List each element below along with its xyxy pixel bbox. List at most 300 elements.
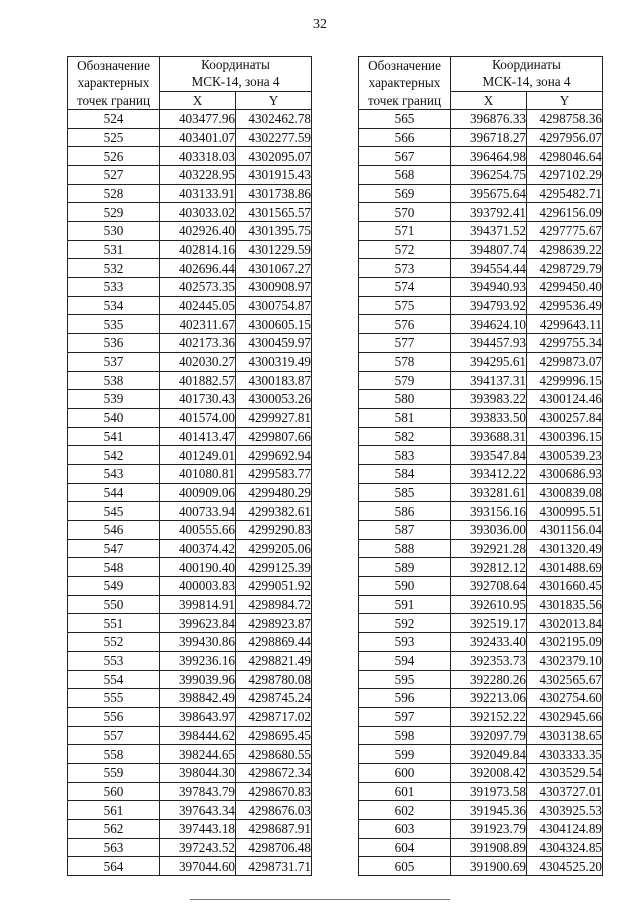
y-value: 4299807.66 xyxy=(236,427,312,446)
y-value: 4302013.84 xyxy=(527,614,603,633)
point-id: 601 xyxy=(359,782,451,801)
x-value: 391945.36 xyxy=(451,801,527,820)
point-id: 529 xyxy=(68,203,160,222)
y-value: 4302195.09 xyxy=(527,633,603,652)
table-row xyxy=(359,371,603,390)
x-value: 392213.06 xyxy=(451,689,527,708)
x-value: 395675.64 xyxy=(451,184,527,203)
point-id: 590 xyxy=(359,577,451,596)
point-id: 588 xyxy=(359,539,451,558)
point-id: 583 xyxy=(359,446,451,465)
table-row xyxy=(68,745,312,764)
y-value: 4300754.87 xyxy=(236,296,312,315)
header-line: характерных xyxy=(77,75,150,91)
coordinates-header xyxy=(451,57,603,92)
point-id: 598 xyxy=(359,726,451,745)
y-value: 4301915.43 xyxy=(236,165,312,184)
table-row xyxy=(359,334,603,353)
y-value: 4297102.29 xyxy=(527,165,603,184)
point-id: 548 xyxy=(68,558,160,577)
x-value: 400555.66 xyxy=(160,521,236,540)
x-value: 400190.40 xyxy=(160,558,236,577)
y-value: 4301067.27 xyxy=(236,259,312,278)
table-row xyxy=(68,203,312,222)
left-table-body xyxy=(68,109,312,875)
x-value: 392921.28 xyxy=(451,539,527,558)
table-row xyxy=(68,614,312,633)
table-row xyxy=(359,502,603,521)
point-id: 585 xyxy=(359,483,451,502)
y-value: 4300459.97 xyxy=(236,334,312,353)
table-row xyxy=(68,334,312,353)
table-row xyxy=(68,109,312,128)
point-id: 532 xyxy=(68,259,160,278)
table-row xyxy=(359,147,603,166)
x-value: 394457.93 xyxy=(451,334,527,353)
y-value: 4300686.93 xyxy=(527,464,603,483)
table-row xyxy=(68,707,312,726)
y-value: 4301565.57 xyxy=(236,203,312,222)
point-id: 554 xyxy=(68,670,160,689)
point-id: 550 xyxy=(68,595,160,614)
y-value: 4299205.06 xyxy=(236,539,312,558)
point-id: 524 xyxy=(68,109,160,128)
table-row xyxy=(359,670,603,689)
table-row xyxy=(68,801,312,820)
table-row xyxy=(68,763,312,782)
y-value: 4297775.67 xyxy=(527,222,603,241)
point-id: 559 xyxy=(68,763,160,782)
point-id: 540 xyxy=(68,408,160,427)
point-id: 538 xyxy=(68,371,160,390)
point-id: 568 xyxy=(359,165,451,184)
point-id: 531 xyxy=(68,240,160,259)
table-row xyxy=(68,408,312,427)
header-line: Координаты xyxy=(201,57,270,72)
x-value: 392519.17 xyxy=(451,614,527,633)
point-id: 543 xyxy=(68,464,160,483)
y-value: 4298731.71 xyxy=(236,857,312,876)
point-label-header xyxy=(359,57,451,110)
y-value: 4300396.15 xyxy=(527,427,603,446)
y-value: 4302095.07 xyxy=(236,147,312,166)
y-value: 4300908.97 xyxy=(236,278,312,297)
table-row xyxy=(359,726,603,745)
table-row xyxy=(68,502,312,521)
point-id: 602 xyxy=(359,801,451,820)
x-value: 392152.22 xyxy=(451,707,527,726)
y-value: 4302754.60 xyxy=(527,689,603,708)
point-id: 542 xyxy=(68,446,160,465)
x-value: 402173.36 xyxy=(160,334,236,353)
header-line: характерных xyxy=(368,75,441,91)
table-row xyxy=(68,371,312,390)
table-row xyxy=(68,278,312,297)
point-id: 534 xyxy=(68,296,160,315)
coordinates-table-left xyxy=(67,56,312,876)
bottom-rule xyxy=(190,899,450,900)
x-value: 393833.50 xyxy=(451,408,527,427)
x-value: 397243.52 xyxy=(160,838,236,857)
header-line: Координаты xyxy=(492,57,561,72)
x-value: 393412.22 xyxy=(451,464,527,483)
point-id: 573 xyxy=(359,259,451,278)
x-value: 394554.44 xyxy=(451,259,527,278)
x-value: 403228.95 xyxy=(160,165,236,184)
table-row xyxy=(68,689,312,708)
point-id: 594 xyxy=(359,651,451,670)
point-id: 561 xyxy=(68,801,160,820)
table-row xyxy=(359,109,603,128)
point-id: 603 xyxy=(359,820,451,839)
y-value: 4298706.48 xyxy=(236,838,312,857)
point-id: 526 xyxy=(68,147,160,166)
x-value: 402814.16 xyxy=(160,240,236,259)
x-value: 396254.75 xyxy=(451,165,527,184)
y-value: 4298729.79 xyxy=(527,259,603,278)
y-value: 4298046.64 xyxy=(527,147,603,166)
x-value: 391973.58 xyxy=(451,782,527,801)
table-row xyxy=(359,782,603,801)
table-row xyxy=(68,726,312,745)
y-value: 4300124.46 xyxy=(527,390,603,409)
y-value: 4298680.55 xyxy=(236,745,312,764)
x-value: 392049.84 xyxy=(451,745,527,764)
y-value: 4298687.91 xyxy=(236,820,312,839)
table-row xyxy=(359,296,603,315)
x-value: 394295.61 xyxy=(451,352,527,371)
y-value: 4299996.15 xyxy=(527,371,603,390)
y-value: 4299927.81 xyxy=(236,408,312,427)
table-row xyxy=(359,390,603,409)
x-value: 393547.84 xyxy=(451,446,527,465)
table-row xyxy=(68,595,312,614)
x-value: 396464.98 xyxy=(451,147,527,166)
point-id: 560 xyxy=(68,782,160,801)
table-row xyxy=(359,633,603,652)
y-value: 4298869.44 xyxy=(236,633,312,652)
table-row xyxy=(68,147,312,166)
table-row xyxy=(68,165,312,184)
point-id: 571 xyxy=(359,222,451,241)
x-value: 401413.47 xyxy=(160,427,236,446)
x-value: 392353.73 xyxy=(451,651,527,670)
x-value: 398643.97 xyxy=(160,707,236,726)
y-value: 4299450.40 xyxy=(527,278,603,297)
x-value: 391908.89 xyxy=(451,838,527,857)
table-row xyxy=(359,521,603,540)
y-value: 4302462.78 xyxy=(236,109,312,128)
x-value: 397643.34 xyxy=(160,801,236,820)
y-value: 4301835.56 xyxy=(527,595,603,614)
x-value: 392280.26 xyxy=(451,670,527,689)
y-value: 4304324.85 xyxy=(527,838,603,857)
table-row xyxy=(359,240,603,259)
table-row xyxy=(359,203,603,222)
table-row xyxy=(68,577,312,596)
y-value: 4300053.26 xyxy=(236,390,312,409)
x-value: 392708.64 xyxy=(451,577,527,596)
header-line: точек границ xyxy=(367,92,442,108)
y-value: 4302565.67 xyxy=(527,670,603,689)
table-row xyxy=(68,521,312,540)
x-value: 399236.16 xyxy=(160,651,236,670)
y-value: 4303529.54 xyxy=(527,763,603,782)
x-value: 393688.31 xyxy=(451,427,527,446)
point-id: 558 xyxy=(68,745,160,764)
x-value: 396876.33 xyxy=(451,109,527,128)
x-value: 392433.40 xyxy=(451,633,527,652)
point-id: 564 xyxy=(68,857,160,876)
x-value: 398842.49 xyxy=(160,689,236,708)
table-row xyxy=(359,614,603,633)
y-value: 4298695.45 xyxy=(236,726,312,745)
point-id: 528 xyxy=(68,184,160,203)
x-value: 402926.40 xyxy=(160,222,236,241)
table-row xyxy=(359,707,603,726)
y-value: 4299382.61 xyxy=(236,502,312,521)
y-value: 4299873.07 xyxy=(527,352,603,371)
point-id: 589 xyxy=(359,558,451,577)
x-header: X xyxy=(160,91,236,109)
table-row xyxy=(359,483,603,502)
y-value: 4299480.29 xyxy=(236,483,312,502)
point-id: 525 xyxy=(68,128,160,147)
x-value: 401574.00 xyxy=(160,408,236,427)
y-value: 4300605.15 xyxy=(236,315,312,334)
table-row xyxy=(68,222,312,241)
y-value: 4299125.39 xyxy=(236,558,312,577)
x-value: 393792.41 xyxy=(451,203,527,222)
table-row xyxy=(68,128,312,147)
table-row xyxy=(68,483,312,502)
point-id: 544 xyxy=(68,483,160,502)
point-id: 556 xyxy=(68,707,160,726)
x-value: 391923.79 xyxy=(451,820,527,839)
table-row xyxy=(68,820,312,839)
y-value: 4300995.51 xyxy=(527,502,603,521)
y-value: 4301660.45 xyxy=(527,577,603,596)
y-value: 4299051.92 xyxy=(236,577,312,596)
table-row xyxy=(359,558,603,577)
table-row xyxy=(359,222,603,241)
table-row xyxy=(68,539,312,558)
table-row xyxy=(359,278,603,297)
y-value: 4299583.77 xyxy=(236,464,312,483)
point-id: 527 xyxy=(68,165,160,184)
y-value: 4301488.69 xyxy=(527,558,603,577)
x-value: 392812.12 xyxy=(451,558,527,577)
x-value: 394940.93 xyxy=(451,278,527,297)
point-id: 536 xyxy=(68,334,160,353)
point-id: 546 xyxy=(68,521,160,540)
point-id: 577 xyxy=(359,334,451,353)
point-id: 596 xyxy=(359,689,451,708)
point-id: 576 xyxy=(359,315,451,334)
point-id: 599 xyxy=(359,745,451,764)
y-value: 4303925.53 xyxy=(527,801,603,820)
x-value: 402573.35 xyxy=(160,278,236,297)
y-value: 4301156.04 xyxy=(527,521,603,540)
point-id: 545 xyxy=(68,502,160,521)
table-row xyxy=(68,857,312,876)
x-value: 398244.65 xyxy=(160,745,236,764)
y-value: 4299536.49 xyxy=(527,296,603,315)
point-id: 563 xyxy=(68,838,160,857)
y-value: 4303727.01 xyxy=(527,782,603,801)
table-row xyxy=(68,558,312,577)
x-value: 402696.44 xyxy=(160,259,236,278)
table-row xyxy=(359,165,603,184)
x-value: 403477.96 xyxy=(160,109,236,128)
header-line: МСК-14, зона 4 xyxy=(191,73,280,89)
table-row xyxy=(68,651,312,670)
table-row xyxy=(359,446,603,465)
x-value: 394371.52 xyxy=(451,222,527,241)
table-row xyxy=(68,633,312,652)
x-value: 401882.57 xyxy=(160,371,236,390)
table-row xyxy=(68,315,312,334)
right-table-body xyxy=(359,109,603,875)
x-value: 403318.03 xyxy=(160,147,236,166)
table-row xyxy=(359,259,603,278)
point-id: 586 xyxy=(359,502,451,521)
table-row xyxy=(359,763,603,782)
table-row xyxy=(68,184,312,203)
x-value: 392008.42 xyxy=(451,763,527,782)
y-value: 4295482.71 xyxy=(527,184,603,203)
x-value: 394807.74 xyxy=(451,240,527,259)
y-value: 4298821.49 xyxy=(236,651,312,670)
y-value: 4298984.72 xyxy=(236,595,312,614)
y-value: 4298923.87 xyxy=(236,614,312,633)
y-value: 4302379.10 xyxy=(527,651,603,670)
x-value: 398044.30 xyxy=(160,763,236,782)
point-id: 600 xyxy=(359,763,451,782)
table-row xyxy=(68,782,312,801)
coordinates-table-right xyxy=(358,56,603,876)
y-value: 4300839.08 xyxy=(527,483,603,502)
x-value: 394137.31 xyxy=(451,371,527,390)
x-value: 393983.22 xyxy=(451,390,527,409)
point-id: 595 xyxy=(359,670,451,689)
x-value: 402030.27 xyxy=(160,352,236,371)
header-line: Обозначение xyxy=(368,58,441,73)
table-row xyxy=(359,838,603,857)
table-row xyxy=(359,539,603,558)
x-value: 400003.83 xyxy=(160,577,236,596)
y-value: 4297956.07 xyxy=(527,128,603,147)
point-id: 604 xyxy=(359,838,451,857)
y-value: 4298670.83 xyxy=(236,782,312,801)
x-value: 391900.69 xyxy=(451,857,527,876)
point-id: 549 xyxy=(68,577,160,596)
table-row xyxy=(359,464,603,483)
table-row xyxy=(68,240,312,259)
point-id: 569 xyxy=(359,184,451,203)
table-row xyxy=(359,315,603,334)
x-value: 399430.86 xyxy=(160,633,236,652)
point-id: 597 xyxy=(359,707,451,726)
table-row xyxy=(68,259,312,278)
header-line: Обозначение xyxy=(77,58,150,73)
x-value: 393156.16 xyxy=(451,502,527,521)
point-label-header xyxy=(68,57,160,110)
table-row xyxy=(359,184,603,203)
page-number: 32 xyxy=(313,17,327,32)
x-value: 392610.95 xyxy=(451,595,527,614)
table-row xyxy=(359,595,603,614)
point-id: 580 xyxy=(359,390,451,409)
x-value: 397443.18 xyxy=(160,820,236,839)
point-id: 541 xyxy=(68,427,160,446)
coordinates-header xyxy=(160,57,312,92)
point-id: 530 xyxy=(68,222,160,241)
y-value: 4298639.22 xyxy=(527,240,603,259)
x-value: 399814.91 xyxy=(160,595,236,614)
y-value: 4300539.23 xyxy=(527,446,603,465)
y-value: 4300183.87 xyxy=(236,371,312,390)
y-value: 4304525.20 xyxy=(527,857,603,876)
y-header: Y xyxy=(236,91,312,109)
point-id: 575 xyxy=(359,296,451,315)
point-id: 557 xyxy=(68,726,160,745)
point-id: 581 xyxy=(359,408,451,427)
y-value: 4300319.49 xyxy=(236,352,312,371)
point-id: 570 xyxy=(359,203,451,222)
y-value: 4302277.59 xyxy=(236,128,312,147)
y-value: 4298780.08 xyxy=(236,670,312,689)
y-value: 4301229.59 xyxy=(236,240,312,259)
x-value: 401080.81 xyxy=(160,464,236,483)
table-row xyxy=(359,689,603,708)
x-value: 393036.00 xyxy=(451,521,527,540)
x-value: 403401.07 xyxy=(160,128,236,147)
point-id: 551 xyxy=(68,614,160,633)
header-line: точек границ xyxy=(76,92,151,108)
y-value: 4299755.34 xyxy=(527,334,603,353)
y-value: 4302945.66 xyxy=(527,707,603,726)
table-row xyxy=(68,464,312,483)
y-value: 4298676.03 xyxy=(236,801,312,820)
y-value: 4296156.09 xyxy=(527,203,603,222)
table-row xyxy=(68,427,312,446)
y-header: Y xyxy=(527,91,603,109)
table-row xyxy=(359,857,603,876)
x-value: 392097.79 xyxy=(451,726,527,745)
point-id: 566 xyxy=(359,128,451,147)
table-row xyxy=(68,670,312,689)
x-value: 400374.42 xyxy=(160,539,236,558)
x-header: X xyxy=(451,91,527,109)
table-row xyxy=(68,838,312,857)
table-row xyxy=(359,577,603,596)
table-row xyxy=(359,651,603,670)
table-row xyxy=(359,801,603,820)
table-row xyxy=(359,128,603,147)
table-row xyxy=(359,745,603,764)
table-row xyxy=(68,352,312,371)
x-value: 394793.92 xyxy=(451,296,527,315)
point-id: 579 xyxy=(359,371,451,390)
point-id: 574 xyxy=(359,278,451,297)
y-value: 4303333.35 xyxy=(527,745,603,764)
point-id: 539 xyxy=(68,390,160,409)
y-value: 4298758.36 xyxy=(527,109,603,128)
x-value: 399039.96 xyxy=(160,670,236,689)
table-row xyxy=(68,446,312,465)
x-value: 393281.61 xyxy=(451,483,527,502)
